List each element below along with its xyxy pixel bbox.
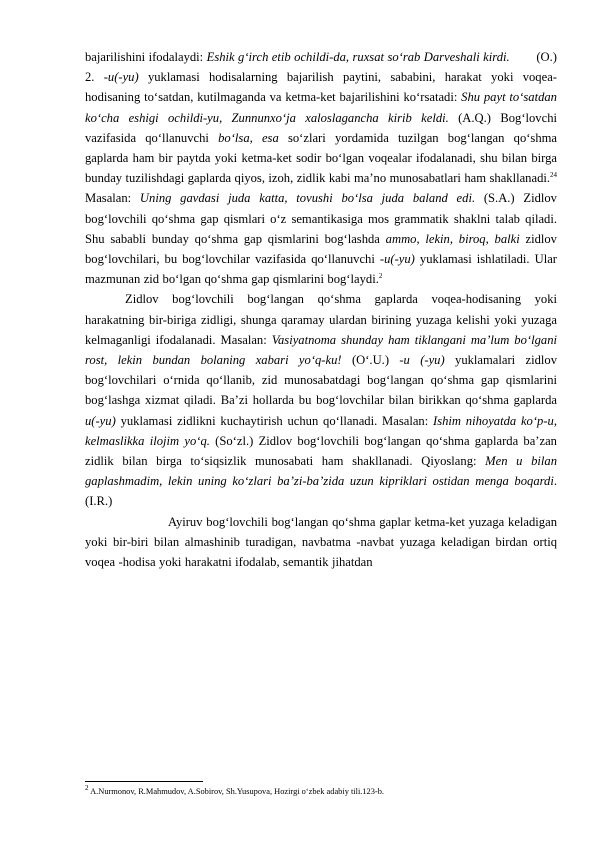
- text-run: Masalan:: [85, 191, 140, 206]
- text-run: yuklamasi hodisalarning bajarilish paytini, sababini, harakat yoki voqea-hodisaning to‘satdan, kutilmaganda va ketma-ket bajarilishini ko‘rsatadi:: [85, 70, 557, 105]
- suffix-term: -u(-yu): [103, 70, 139, 85]
- text-run: yuklamasi zidlikni kuchaytirish uchun qo‘llanadi. Masalan:: [115, 413, 434, 428]
- text-run: so‘zlari yordamida tuzilgan bog‘langan qo‘shma gaplarda ham bir paytda yoki ketma-ket sodir bo‘lgan voqealar ifodalanadi, shu bilan birga bunday tuzilishdagi gaplarda qiyos, izoh, zidlik kabi ma’no munosabatlari ham shakllanadi.: [85, 130, 558, 186]
- source-citation: (S.A.): [475, 191, 524, 206]
- text-run: Zidlov bog‘lovchili qo‘shma gap qismlari o‘z semantikasiga mos grammatik shaklni talab qiladi. Shu sababli bunday qo‘shma gap qismlarini bog‘lashda: [85, 191, 557, 246]
- text-run: Zidlov bog‘lovchili bog‘langan qo‘shma gaplarda voqea-hodisaning yoki harakatning bir-biriga zidligi, shunga qaramay ulardan birining yuzaga kelishi yoki yuzaga kelmaganligi ifodalanadi. Masalan:: [85, 292, 557, 347]
- footnote-ref: 2: [378, 272, 383, 281]
- example-sentence: Eshik g‘irch etib ochildi-da, ruxsat so‘rab Darveshali kirdi.: [206, 50, 510, 64]
- text-run: Ayiruv bog‘lovchili bog‘langan qo‘shma gaplar ketma-ket yuzaga keladigan yoki bir-biri bilan almashinib turadigan, navbatma -navbat yuzaga keladigan birdan ortiq voqea -hodisa yoki harakatni ifodalab, semantik jihatdan: [85, 514, 557, 570]
- example-sentence: Uning gavdasi juda katta, tovushi bo‘lsa juda baland edi.: [139, 191, 476, 206]
- text-run: yuklamalari zidlov bog‘lovchilari o‘rnida qo‘llanib, zid munosabatdagi bog‘langan qo‘shma gap qismlarini bog‘lashga xizmat qiladi. Ba’zi hollarda bu bog‘lovchilar bilan birikkan qo‘shma gaplarda: [85, 353, 557, 408]
- text-run: bajarilishini ifodalaydi:: [85, 50, 207, 64]
- footnote: [85, 786, 557, 797]
- suffix-term: -u(-yu): [379, 252, 415, 267]
- text-run: zidlov bog‘lovchilari, bu bog‘lovchilar vazifasida qo‘llanuvchi: [85, 231, 557, 267]
- text-run: yuklamasi ishlatiladi. Ular mazmunan zid bo‘lgan qo‘shma gap qismlarini bog‘laydi.: [85, 252, 557, 287]
- source-citation: (A.Q.): [448, 110, 501, 125]
- paragraph-3: [85, 289, 557, 511]
- paragraph-2: [85, 67, 557, 289]
- term-words: bo‘lsa, esa: [218, 130, 279, 145]
- footnote-divider: [85, 781, 203, 782]
- paragraph-4: [85, 512, 557, 573]
- example-sentence: Vasiyatnoma shunday ham tiklangani ma’lum bo‘lgani rost, lekin bundan bolaning xabari yo‘q-ku!: [85, 332, 557, 368]
- text-run: Zidlov bog‘lovchili bog‘langan qo‘shma gaplarda ba’zan zidlik bilan birga to‘siqsizlik munosabati ham shakllanadi. Qiyoslang:: [85, 433, 557, 469]
- footnote-ref: 24: [550, 171, 558, 180]
- source-citation: (O‘.U.): [341, 353, 400, 368]
- footnote-text: A.Nurmonov, R.Mahmudov, A.Sobirov, Sh.Yusupova, Hozirgi o‘zbek adabiy tili.123-b.: [88, 787, 385, 796]
- body-text: [85, 47, 557, 572]
- source-citation: (O.): [536, 50, 557, 64]
- paragraph-1: [85, 47, 557, 67]
- list-number: 2.: [85, 70, 104, 85]
- example-sentence: Ishim nihoyatda ko‘p-u, kelmaslikka ilojim yo‘q.: [85, 413, 557, 448]
- source-citation: (So‘zl.): [209, 433, 259, 448]
- example-sentence: Men u bilan gaplashmadim, lekin uning ko‘zlari ba’zi-ba’zida uzun kipriklari ostidan menga boqardi: [85, 454, 557, 489]
- suffix-term: u(-yu): [85, 413, 116, 428]
- term-words: ammo, lekin, biroq, balki: [385, 231, 520, 246]
- example-sentence: Shu payt to‘satdan ko‘cha eshigi ochildi-yu, Zunnunxo‘ja xaloslagancha kirib keldi.: [85, 90, 557, 125]
- footnote-number: 2: [85, 784, 89, 793]
- source-citation: . (I.R.): [85, 474, 557, 509]
- text-run: Bog‘lovchi vazifasida qo‘llanuvchi: [85, 110, 557, 145]
- suffix-term: -u (-yu): [399, 353, 445, 368]
